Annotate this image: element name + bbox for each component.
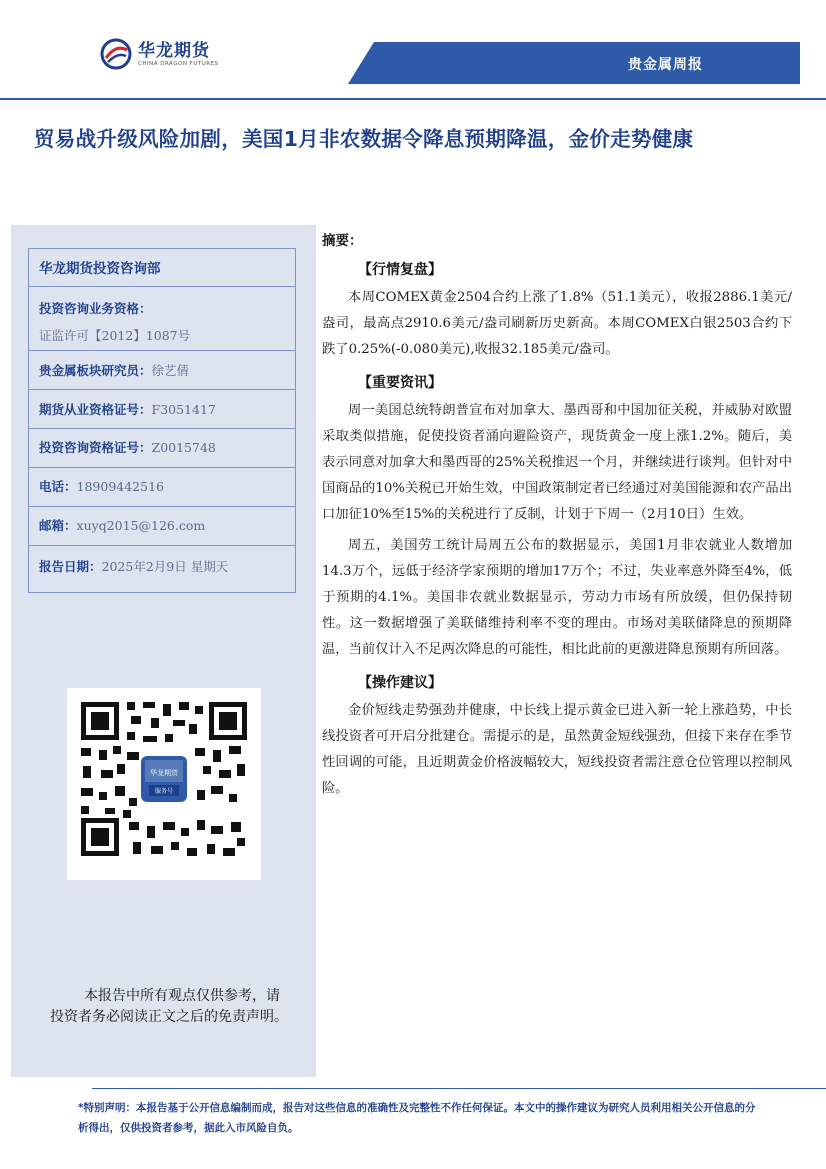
advisory-cert-row: 投资咨询资格证号：Z0015748 — [39, 440, 216, 455]
sidebar-disclaimer: 本报告中所有观点仅供参考，请投资者务必阅读正文之后的免责声明。 — [50, 988, 288, 1025]
qr-code-card — [67, 688, 261, 880]
email-row: 邮箱：xuyq2015@126.com — [39, 518, 206, 533]
info-divider — [29, 350, 295, 351]
qualification-label: 投资咨询业务资格： — [39, 301, 152, 316]
header-divider — [0, 98, 826, 100]
company-logo — [100, 36, 219, 72]
market-review-text: 本周COMEX黄金2504合约上涨了1.8%（51.1美元），收报2886.1美元/盎司，最高点2910.6美元/盎司刷新历史新高。本周COMEX白银2503合约下跌了0.25%(-0.080美元),收报32.185美元/盎司。 — [322, 290, 792, 358]
advice-heading: 【操作建议】 — [358, 674, 442, 691]
info-divider — [29, 506, 295, 507]
svg-text:服务号: 服务号 — [154, 788, 174, 795]
news-paragraph-1: 周一美国总统特朗普宣布对加拿大、墨西哥和中国加征关税，并威胁对欧盟采取类似措施，促使投资者涌向避险资产，现货黄金一度上涨1.2%。随后，美表示同意对加拿大和墨西哥的25%关税推迟一个月，并继续进行谈判。但针对中国商品的10%关税已开始生效，中国政策制定者已经通过对美国能源和农产品出口加征10%至15%的关税进行了反制，计划于下周一（2月10日）生效。 — [322, 402, 792, 523]
phone-row: 电话：18909442516 — [39, 479, 164, 494]
market-review-heading: 【行情复盘】 — [358, 262, 442, 278]
researcher-row: 贵金属板块研究员：徐艺倩 — [39, 363, 190, 378]
news-heading: 【重要资讯】 — [358, 374, 442, 391]
department-name: 华龙期货投资咨询部 — [29, 249, 295, 287]
futures-cert-row: 期货从业资格证号：F3051417 — [39, 402, 216, 417]
qr-code-icon — [77, 698, 251, 860]
analyst-info-box — [28, 248, 296, 593]
report-title: 贸易战升级风险加剧，美国1月非农数据令降息预期降温，金价走势健康 — [34, 127, 694, 151]
report-type-label: 贵金属周报 — [628, 57, 703, 73]
info-divider — [29, 428, 295, 429]
special-statement: *特别声明：本报告基于公开信息编制而成，报告对这些信息的准确性及完整性不作任何保证。本文中的操作建议为研究人员利用相关公开信息的分析得出，仅供投资者参考，据此入市风险自负。 — [78, 1102, 756, 1134]
info-divider — [29, 467, 295, 468]
logo-chinese-name: 华龙期货 — [138, 41, 210, 61]
abstract-label: 摘要： — [322, 233, 363, 249]
dragon-logo-icon — [100, 38, 132, 70]
report-body — [322, 229, 792, 806]
logo-english-name: CHINA DRAGON FUTURES — [138, 61, 219, 67]
info-divider — [29, 389, 295, 390]
report-date-row: 报告日期：2025年2月9日 星期天 — [39, 559, 229, 574]
news-paragraph-2: 周五，美国劳工统计局周五公布的数据显示，美国1月非农就业人数增加14.3万个，远低于经济学家预期的增加17万个；不过，失业率意外降至4%，低于预期的4.1%。美国非农就业数据显示，劳动力市场有所放缓，但仍保持韧性。这一数据增强了美联储维持利率不变的理由。市场对美联储降息的预期降温，当前仅计入不足两次降息的可能性，相比此前的更激进降息预期有所回落。 — [322, 537, 792, 658]
qualification-value: 证监许可【2012】1087号 — [39, 328, 191, 343]
footer-divider — [92, 1088, 826, 1089]
advice-text: 金价短线走势强劲并健康，中长线上提示黄金已进入新一轮上涨趋势，中长线投资者可开启分批建仓。需提示的是，虽然黄金短线强劲，但接下来存在季节性回调的可能，且近期黄金价格波幅较大，短线投资者需注意仓位管理以控制风险。 — [322, 702, 792, 797]
svg-text:华龙期货: 华龙期货 — [150, 769, 178, 777]
info-divider — [29, 545, 295, 546]
